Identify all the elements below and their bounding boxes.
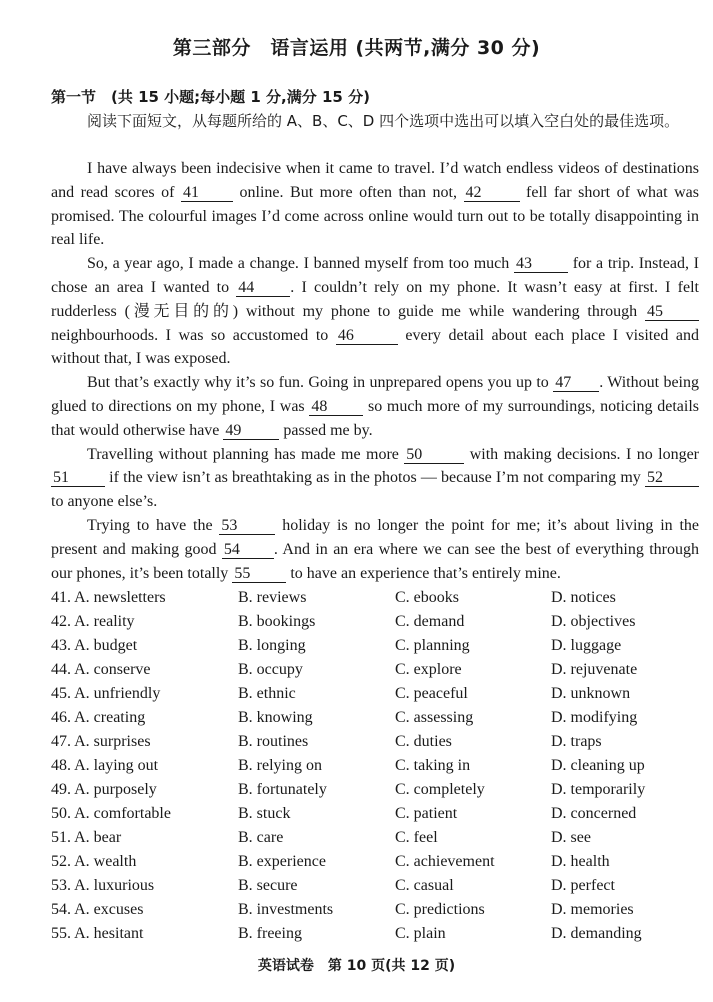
option-row-45 xyxy=(51,682,701,706)
option-row-52 xyxy=(51,850,701,874)
option-b: B. freeing xyxy=(238,925,302,942)
option-a: 46. A. creating xyxy=(51,709,146,726)
page-footer: 英语试卷 第 10 页(共 12 页) xyxy=(257,958,456,974)
option-b: B. relying on xyxy=(238,757,322,774)
cloze-passage xyxy=(51,157,699,585)
option-c: C. assessing xyxy=(395,709,474,726)
option-d: D. see xyxy=(551,829,591,846)
option-a: 49. A. purposely xyxy=(51,781,157,798)
option-a: 42. A. reality xyxy=(51,613,135,630)
passage-text: . I couldn’t rely on my phone. It wasn’t easy at first. I felt rudderless (漫无目的的) without my phone to guide me while wandering through xyxy=(51,278,700,320)
passage-text: Trying to have the xyxy=(87,516,220,534)
option-d: D. objectives xyxy=(551,613,636,630)
option-a: 48. A. laying out xyxy=(51,757,159,774)
option-d: D. traps xyxy=(551,733,602,750)
option-b: B. secure xyxy=(238,877,298,894)
passage-text: online. But more often than not, xyxy=(233,183,464,201)
option-d: D. memories xyxy=(551,901,634,918)
option-b: B. reviews xyxy=(238,589,307,606)
option-c: C. taking in xyxy=(395,757,471,774)
passage-text: But that’s exactly why it’s so fun. Going in unprepared opens you up to xyxy=(87,374,554,392)
section-instruction: 阅读下面短文，从每题所给的 A、B、C、D 四个选项中选出可以填入空白处的最佳选项。 xyxy=(87,112,680,130)
option-b: B. knowing xyxy=(238,709,313,726)
option-a: 53. A. luxurious xyxy=(51,877,155,894)
passage-text: to have an experience that’s entirely mine. xyxy=(286,564,561,582)
option-row-49 xyxy=(51,778,701,802)
passage-text: for a trip. Instead, I chose an area I wanted to xyxy=(51,255,700,296)
option-c: C. feel xyxy=(395,829,438,846)
option-d: D. cleaning up xyxy=(551,757,645,774)
option-c: C. ebooks xyxy=(395,589,459,606)
passage-text: . Without being glued to directions on my phone, I was xyxy=(51,374,700,415)
option-row-54 xyxy=(51,898,701,922)
option-c: C. duties xyxy=(395,733,452,750)
option-d: D. temporarily xyxy=(551,781,646,798)
option-c: C. plain xyxy=(395,925,446,942)
passage-paragraph-1 xyxy=(51,157,699,252)
option-c: C. achievement xyxy=(395,853,495,870)
page-title: 第三部分 语言运用 (共两节,满分 30 分) xyxy=(172,37,541,59)
blank-47: 47 xyxy=(553,375,599,392)
passage-text: So, a year ago, I made a change. I banned myself from too much xyxy=(87,255,514,273)
option-b: B. investments xyxy=(238,901,334,918)
option-d: D. notices xyxy=(551,589,616,606)
option-row-44 xyxy=(51,658,701,682)
option-c: C. casual xyxy=(395,877,454,894)
passage-paragraph-5 xyxy=(51,514,699,585)
option-b: B. bookings xyxy=(238,613,316,630)
option-row-46 xyxy=(51,706,701,730)
option-d: D. health xyxy=(551,853,610,870)
option-row-43 xyxy=(51,634,701,658)
blank-54: 54 xyxy=(222,542,274,559)
option-d: D. rejuvenate xyxy=(551,661,638,678)
option-c: C. completely xyxy=(395,781,485,798)
option-a: 50. A. comfortable xyxy=(51,805,171,822)
passage-text: with making decisions. I no longer xyxy=(464,445,700,463)
blank-45: 45 xyxy=(645,304,699,321)
option-d: D. demanding xyxy=(551,925,642,942)
passage-text: I have always been indecisive when it came to travel. I’d watch endless videos of destinations and read scores of xyxy=(51,160,699,201)
option-a: 47. A. surprises xyxy=(51,733,151,750)
option-b: B. care xyxy=(238,829,284,846)
passage-text: neighbourhoods. I was so accustomed to xyxy=(51,326,336,344)
option-b: B. ethnic xyxy=(238,685,296,702)
blank-52: 52 xyxy=(645,470,699,487)
option-d: D. perfect xyxy=(551,877,615,894)
blank-55: 55 xyxy=(232,566,286,583)
blank-48: 48 xyxy=(309,399,363,416)
passage-paragraph-4 xyxy=(51,443,699,514)
option-b: B. fortunately xyxy=(238,781,327,798)
passage-text: holiday is no longer the point for me; it’s about living in the present and making good xyxy=(51,516,699,558)
option-row-55 xyxy=(51,922,701,946)
option-b: B. longing xyxy=(238,637,306,654)
option-c: C. predictions xyxy=(395,901,485,918)
option-c: C. planning xyxy=(395,637,470,654)
passage-text: passed me by. xyxy=(279,421,373,439)
option-row-41 xyxy=(51,586,701,610)
blank-50: 50 xyxy=(404,447,464,464)
option-a: 55. A. hesitant xyxy=(51,925,144,942)
option-row-50 xyxy=(51,802,701,826)
option-c: C. explore xyxy=(395,661,462,678)
option-a: 45. A. unfriendly xyxy=(51,685,161,702)
option-b: B. stuck xyxy=(238,805,291,822)
answer-options-list xyxy=(51,586,701,946)
option-a: 44. A. conserve xyxy=(51,661,151,678)
option-c: C. demand xyxy=(395,613,465,630)
passage-text: . And in an era where we can see the best of everything through our phones, it’s been totally xyxy=(51,540,700,582)
blank-49: 49 xyxy=(223,423,279,440)
option-a: 52. A. wealth xyxy=(51,853,137,870)
option-a: 43. A. budget xyxy=(51,637,138,654)
blank-51: 51 xyxy=(51,470,105,487)
passage-text: fell far short of what was promised. The colourful images I’d come across online would turn out to be totally disappointing in real life. xyxy=(51,183,699,249)
blank-44: 44 xyxy=(236,280,290,297)
blank-41: 41 xyxy=(181,185,233,202)
blank-53: 53 xyxy=(219,518,275,535)
passage-text: Travelling without planning has made me more xyxy=(87,445,405,463)
option-row-42 xyxy=(51,610,701,634)
blank-42: 42 xyxy=(464,185,520,202)
section-heading: 第一节 (共 15 小题;每小题 1 分,满分 15 分) xyxy=(51,88,370,106)
option-b: B. occupy xyxy=(238,661,303,678)
option-row-53 xyxy=(51,874,701,898)
option-row-51 xyxy=(51,826,701,850)
option-a: 51. A. bear xyxy=(51,829,122,846)
option-d: D. luggage xyxy=(551,637,622,654)
option-c: C. patient xyxy=(395,805,458,822)
option-b: B. routines xyxy=(238,733,309,750)
option-d: D. concerned xyxy=(551,805,637,822)
option-b: B. experience xyxy=(238,853,326,870)
option-row-47 xyxy=(51,730,701,754)
option-d: D. unknown xyxy=(551,685,631,702)
passage-text: every detail about each place I visited and without that, I was exposed. xyxy=(51,326,700,368)
passage-text: to anyone else’s. xyxy=(51,493,158,511)
option-c: C. peaceful xyxy=(395,685,468,702)
passage-paragraph-3 xyxy=(51,371,699,442)
passage-text: so much more of my surroundings, noticing details that would otherwise have xyxy=(51,397,699,439)
passage-text: if the view isn’t as breathtaking as in the photos — because I’m not comparing my xyxy=(105,469,645,487)
option-a: 54. A. excuses xyxy=(51,901,144,918)
option-row-48 xyxy=(51,754,701,778)
blank-43: 43 xyxy=(514,256,568,273)
option-d: D. modifying xyxy=(551,709,638,726)
blank-46: 46 xyxy=(336,328,398,345)
passage-paragraph-2 xyxy=(51,252,699,371)
option-a: 41. A. newsletters xyxy=(51,589,166,606)
